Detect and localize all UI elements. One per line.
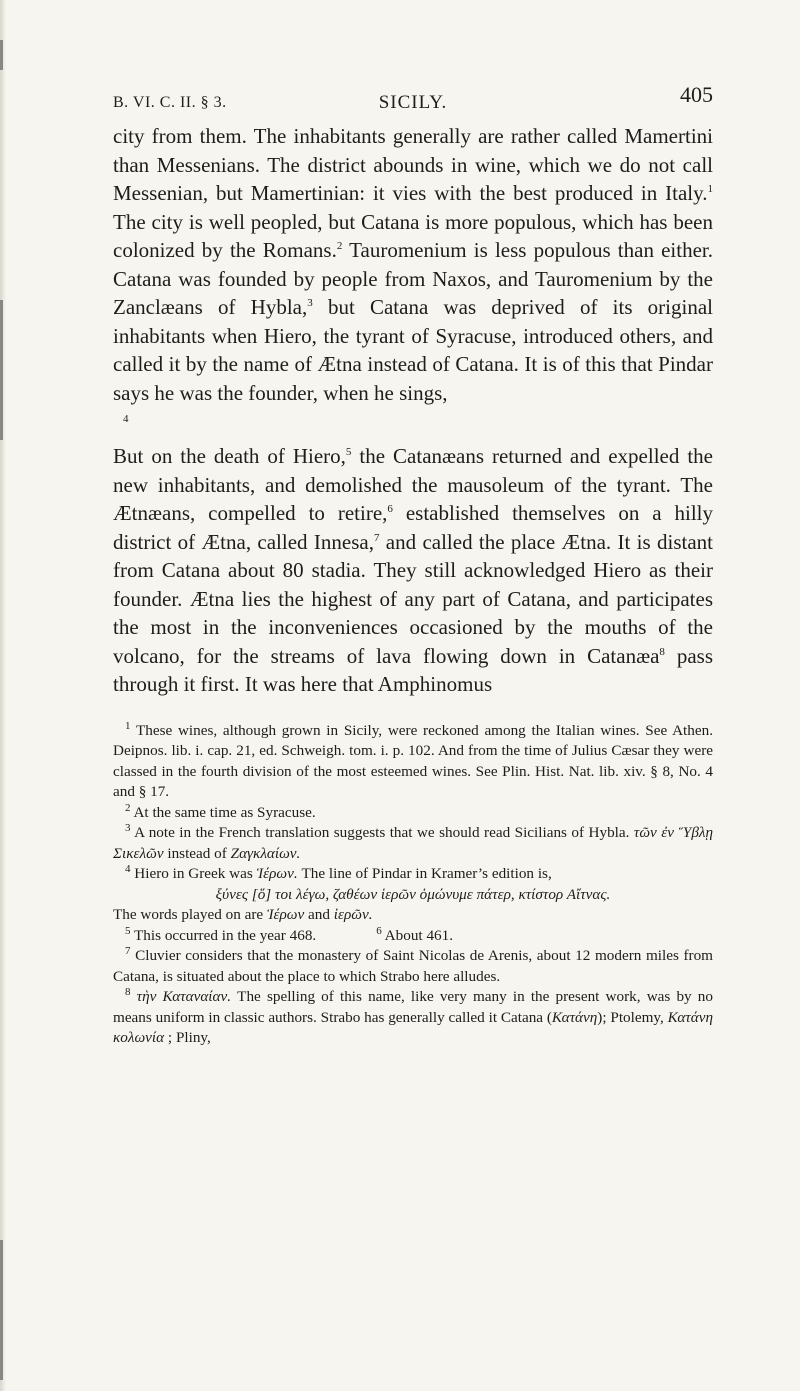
- greek-text: Ζαγκλαίων.: [230, 844, 301, 862]
- footnote-text: instead of: [163, 844, 231, 862]
- greek-text: τὴν Καταναίαν.: [136, 988, 232, 1005]
- text-run: Tauromenium is less populous than either. Catana was founded by people from Naxos, and Tauromenium by the Zanclæans of Hybla,: [113, 238, 714, 319]
- footnote-text: ); Ptolemy,: [597, 1008, 668, 1026]
- paragraph-1: [113, 122, 713, 407]
- footnote-2: [113, 803, 713, 824]
- footnotes: [113, 721, 713, 1049]
- footnote-number: 6: [376, 924, 382, 937]
- footnote-ref: 2: [336, 240, 343, 252]
- footnote-text: At the same time as Syracuse.: [130, 803, 316, 821]
- footnotes-5-6: [113, 926, 713, 947]
- binding-mark: [0, 1240, 3, 1380]
- text-run: established themselves on a hilly district of Ætna, called Innesa,: [113, 501, 713, 554]
- greek-text: Ἱέρων.: [256, 865, 298, 882]
- footnote-text: Hiero in Greek was: [130, 865, 257, 882]
- footnote-number: 5: [125, 924, 131, 937]
- footnote-3: [113, 823, 713, 864]
- text-run: pass through it first. It was here that Amphinomus: [113, 643, 713, 696]
- greek-text: τῶν ἐν Ὕβλῃ Σικελῶν: [113, 824, 713, 862]
- footnote-ref: 7: [373, 531, 380, 544]
- greek-text: Ἱέρων: [266, 906, 305, 923]
- footnote-6-text: About 461.: [381, 926, 454, 944]
- footnote-number: 7: [125, 944, 131, 957]
- footnote-number: 1: [125, 719, 131, 732]
- footnote-text: The words played on are: [113, 906, 267, 923]
- footnote-text: Cluvier considers that the monastery of Saint Nicolas de Arenis, about 12 modern miles from Catana, is situated about the place to which Strabo here alludes.: [113, 947, 713, 985]
- footnote-number: 4: [125, 862, 131, 875]
- footnote-8: [113, 987, 713, 1049]
- binding-mark: [0, 40, 3, 70]
- footnote-4-continued: [113, 905, 713, 926]
- pindar-greek-verse: ξύνες [ὅ] τοι λέγω, ζαθέων ἱερῶν ὁμώνυμε πάτερ, κτίστορ Αἴτνας.: [215, 885, 611, 903]
- text-run: city from them. The inhabitants generally are rather called Mamertini than Messenians. The district abounds in wine, which we do not call Messenian, but Mamertinian: it vies with the best produced in Italy.: [113, 124, 713, 205]
- footnote-number: 2: [125, 801, 131, 814]
- footnote-ref: 3: [307, 297, 313, 309]
- footnote-1: [113, 721, 713, 803]
- footnote-4: [113, 864, 713, 885]
- footnote-text: The spelling of this name, like very many in the present work, was by no means uniform in classic authors. Strabo has generally called it Catana (: [113, 988, 713, 1026]
- text-run: But on the death of Hiero,: [113, 444, 346, 468]
- header-title: SICILY.: [378, 92, 448, 113]
- footnote-text: These wines, although grown in Sicily, were reckoned among the Italian wines. See Athen. Deipnos. lib. i. cap. 21, ed. Schweigh. tom. i. p. 102. And from the time of Julius Cæsar they were classed in the fourth division of the most esteemed wines. See Plin. Hist. Nat. lib. xiv. § 8, No. 4 and § 17.: [113, 721, 713, 800]
- footnote-5-text: This occurred in the year 468.: [130, 926, 317, 944]
- text-run: but Catana was deprived of its original inhabitants when Hiero, the tyrant of Syracuse, introduced others, and called it by the name of Ætna instead of Catana. It is of this that Pindar says he was the founder, when he sings,: [113, 295, 713, 405]
- greek-text: Κατάνη κολωνία: [113, 1008, 713, 1046]
- text-run: the Catanæans returned and expelled the new inhabitants, and demolished the mausoleum of the tyrant. The Ætnæans, compelled to retire,: [113, 444, 713, 525]
- text-run: The city is well peopled, but Catana is more populous, which has been colonized by the Romans.: [113, 209, 713, 262]
- footnote-text: A note in the French translation suggests that we should read Sicilians of Hybla.: [130, 824, 634, 841]
- footnote-7: [113, 946, 713, 987]
- footnote-ref: 4: [123, 412, 129, 425]
- footnote-number: 3: [125, 821, 131, 834]
- footnote-ref: 5: [345, 446, 352, 458]
- footnote-number: 8: [125, 985, 131, 998]
- greek-text: ἱερῶν.: [333, 906, 373, 923]
- page-number: 405: [680, 82, 713, 107]
- greek-text: Κατάνη: [551, 1008, 598, 1026]
- text-run: and called the place Ætna. It is distant from Catana about 80 stadia. They still acknowledged Hiero as their founder. Ætna lies the highest of any part of Catana, and participates the most in the inconveniences occasioned by the mouths of the volcano, for the streams of lava flowing down in Catanæa: [113, 529, 713, 668]
- book-page: [113, 82, 713, 1049]
- footnote-ref: 8: [659, 645, 665, 658]
- footnote-ref: 6: [387, 503, 393, 515]
- running-header: [113, 82, 713, 122]
- footnote-text: and: [304, 906, 334, 923]
- footnote-text: ; Pliny,: [164, 1029, 211, 1046]
- header-section-ref: B. VI. C. II. § 3.: [113, 94, 227, 111]
- binding-mark: [0, 300, 3, 440]
- page-edge: [0, 0, 6, 1391]
- footnote-text: The line of Pindar in Kramer’s edition is,: [297, 865, 552, 882]
- paragraph-2: [113, 442, 713, 699]
- footnote-ref: 1: [707, 183, 713, 195]
- pindar-quote: [113, 413, 713, 434]
